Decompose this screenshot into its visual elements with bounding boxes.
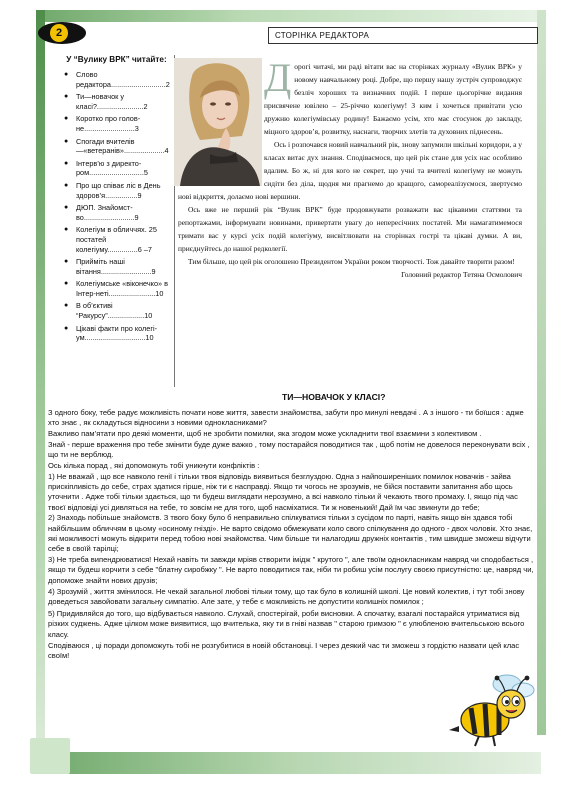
- toc-item[interactable]: [63, 301, 170, 320]
- article-paragraph: 3) Не треба випендрюватися! Нехай навіть ти завжди мріяв створити імідж " крутого ", але твоїм однокласникам навряд чи сподобається , якщо ти будеш корчити з себе "блатну сиробжку ". Не варто поводитися так, ніби ти робиш усім послугу своєю присутністю: це, навряд чи, допоможе знайти нових друзів;: [48, 555, 534, 585]
- toc-item[interactable]: [63, 257, 170, 276]
- toc-item-label: В об’єктиві “Ракурсу”..................10: [76, 301, 153, 321]
- toc-item-label: Прийміть наші вітання.........................9: [76, 257, 156, 276]
- editor-paragraph-3: Ось вже не перший рік “Вулик ВРК” буде продовжувати розважати вас цікавими статтями та репортажами, інформувати новинами, привертати увагу до непересічних постатей. Ми намагатимемося тримати вас у курсі усіх подій колегіуму, висвітлювати на сторінках гострі та цікаві думки. А ви, приєднуйтесь до нашої редколегії.: [178, 205, 522, 253]
- bullet-icon: ●: [64, 71, 69, 78]
- toc-item-label: Слово редактора...........................2: [76, 70, 170, 89]
- article-paragraph: Ось кілька порад , які допоможуть тобі уникнути конфліктів :: [48, 460, 260, 470]
- frame-top-bar: [36, 10, 546, 22]
- bullet-icon: ●: [64, 159, 69, 167]
- article-paragraph: Сподіваюся , ці поради допоможуть тобі не розгубитися в новій обстановці. І через деякий час ти зможеш з гордістю назвати цей клас своїм!: [48, 640, 520, 660]
- bullet-icon: ●: [64, 324, 69, 332]
- toc-item[interactable]: [63, 324, 170, 343]
- editor-letter: [178, 55, 522, 281]
- editor-paragraph-4: Тим більше, що цей рік оголошено Президентом України роком творчості. Тож давайте творити разом!: [188, 257, 515, 266]
- toc-item[interactable]: [63, 114, 170, 133]
- frame-right-bar: [537, 10, 546, 735]
- toc-item-label: Про що співає ліс в День здоров’я................9: [76, 180, 161, 200]
- bullet-icon: ●: [64, 258, 69, 266]
- toc-item[interactable]: [63, 70, 170, 89]
- article-paragraph: 1) Не вважай , що все навколо генії і тільки твоя відповідь виявиться безглуздою. Одна з найпоширеніших помилок новачків - зайва прискіпливість до себе, страх здатися гірше, ніж ти є насправді. Якщо ти чогось не зрозумів, не бійся поставити запитання або щось уточнити . Адже тобі тільки здається, що ти будеш виглядати нерозумно, а всі навколо тільки й чекають твого промаху. І, якщо під час твоєї відповіді усі дивляться на тебе, то зовсім не для того, щоб насміхатися. Ти ж новенький! Дай їм час звикнути до тебе;: [48, 471, 518, 512]
- bullet-icon: ●: [64, 181, 69, 189]
- table-of-contents: [63, 55, 175, 387]
- toc-list: [63, 70, 170, 343]
- bullet-icon: ●: [64, 115, 69, 123]
- article-title: ТИ—НОВАЧОК У КЛАСІ?: [282, 392, 386, 402]
- frame-bottom-bar: [36, 752, 541, 774]
- toc-item[interactable]: [63, 92, 170, 111]
- editor-paragraph-1: орогі читачі, ми раді вітати вас на сторінках журналу «Вулик ВРК» у новому навчальному році. Добре, що першу нашу зустріч супроводжує безліч хороших та визначних подій. І перше цьогорічне видання присвячене ювілею – 25-річчю колегіуму! З ким і хочеться привітати усю дружню колегіумівську родину! Бажаємо усім, хто має стосунок до закладу, міцного здоров’я, розвитку, наснаги, творчих злетів та духовних піднесень.: [264, 62, 522, 136]
- toc-item[interactable]: [63, 159, 170, 178]
- photo-spacer: [178, 60, 264, 190]
- frame-corner-block: [30, 738, 70, 774]
- toc-item-label: Колегіум в обличчях. 25 постатей колегіуму...............6 –7: [76, 225, 157, 254]
- toc-item-label: Ти—новачок у класі?.......................2: [76, 92, 148, 111]
- article-paragraph: Важливо пам’ятати про деякі моменти, щоб не зробити помилки, яка згодом може ускладнити твої взаємини з колективом .: [48, 429, 482, 439]
- bullet-icon: ●: [64, 226, 69, 234]
- article-paragraph: 2) Знаходь побільше знайомств. З твого боку було б неправильно спілкуватися тільки з сусідом по парті, навіть якщо він здався тобі найбільшим обличчям в цьому «осиному гнізді». Не варто свідомо обмежувати коло свого спілкування до одного - двох чоловік. Хто знає, які можливості можуть відкрити перед тобою нові знайомства. Чим більше ти налагодиш дружніх контактів , тим швидше зможеш відчути себе в своїй тарілці;: [48, 513, 533, 554]
- toc-item[interactable]: [63, 279, 170, 298]
- editor-signature: Головний редактор Тетяна Осмолович: [401, 270, 522, 279]
- drop-cap: Д: [264, 55, 292, 100]
- frame-left-bar: [36, 10, 45, 755]
- toc-item[interactable]: [63, 137, 170, 156]
- page-number: 2: [50, 24, 68, 42]
- section-header: СТОРІНКА РЕДАКТОРА: [268, 27, 538, 44]
- toc-item-label: Інтерв’ю з директо-ром...........................5: [76, 158, 148, 178]
- article-paragraph: 5) Придивляйся до того, що відбувається навколо. Слухай, спостерігай, роби висновки. А спочатку, взагалі постарайся утриматися від різких суджень. Адже цілком може виявитися, що вчителька, яку ти в гнівi назвав " старою гримзою " є улюбленою вчительською всього класу.: [48, 609, 525, 639]
- toc-item[interactable]: [63, 225, 170, 254]
- article-paragraph: З одного боку, тебе радує можливість почати нове життя, завести знайомства, забути про минулі невдачі . А з іншого - ти боїшся : адже хто знає , як складуться відносини з новими однокласниками?: [48, 408, 524, 428]
- toc-item-label: ДЮП. Знайомст-во.........................9: [76, 203, 139, 222]
- bullet-icon: ●: [64, 302, 69, 310]
- bullet-icon: ●: [64, 93, 69, 101]
- article-paragraph: 4) Зрозумій , життя змінилося. Не чекай загальної любові тільки тому, що так було в колишній школі. Це новий колектив, і тут тобі знову доведеться завойовати загальну симпатію. Але зате, у тебе є можливість не допустити колишніх помилок ;: [48, 586, 525, 606]
- toc-item[interactable]: [63, 203, 170, 222]
- bullet-icon: ●: [64, 204, 69, 212]
- article-paragraph: Знай - перше враження про тебе змінити буде дуже важко , тому постарайся поводитися так , щоб потім не довелося переконувати всіх , що ти не верблюд.: [48, 439, 530, 460]
- bullet-icon: ●: [64, 137, 69, 145]
- toc-item-label: Колегіумське «віконечко» в Інтер-неті.......................10: [76, 279, 168, 298]
- toc-item[interactable]: [63, 181, 170, 200]
- toc-item-label: Цікаві факти про колегі-ум..............................10: [76, 323, 158, 343]
- bee-mascot-icon: [445, 668, 537, 748]
- article-body: [48, 408, 536, 662]
- toc-item-label: Коротко про голов-не.........................3: [76, 114, 141, 133]
- toc-title: У “Вулику ВРК” читайте:: [66, 55, 167, 64]
- toc-item-label: Спогади вчителів—«ветеранів»....................4: [76, 136, 169, 156]
- bullet-icon: ●: [64, 280, 69, 288]
- editor-paragraph-2: Ось і розпочався новий навчальний рік, знову запумили шкільні коридори, а у класах витає дух знання. Сподіваємося, що цей рік стане для усіх нас особливо вдалим. Бо ж, ні для кого не секрет, що учні та вчителі колегіуму не можуть сидіти без діла, щодня ми прагнемо до кращого, самореалізуємося, звертуємо нові відкриття, долаємо нові вершини.: [178, 140, 522, 201]
